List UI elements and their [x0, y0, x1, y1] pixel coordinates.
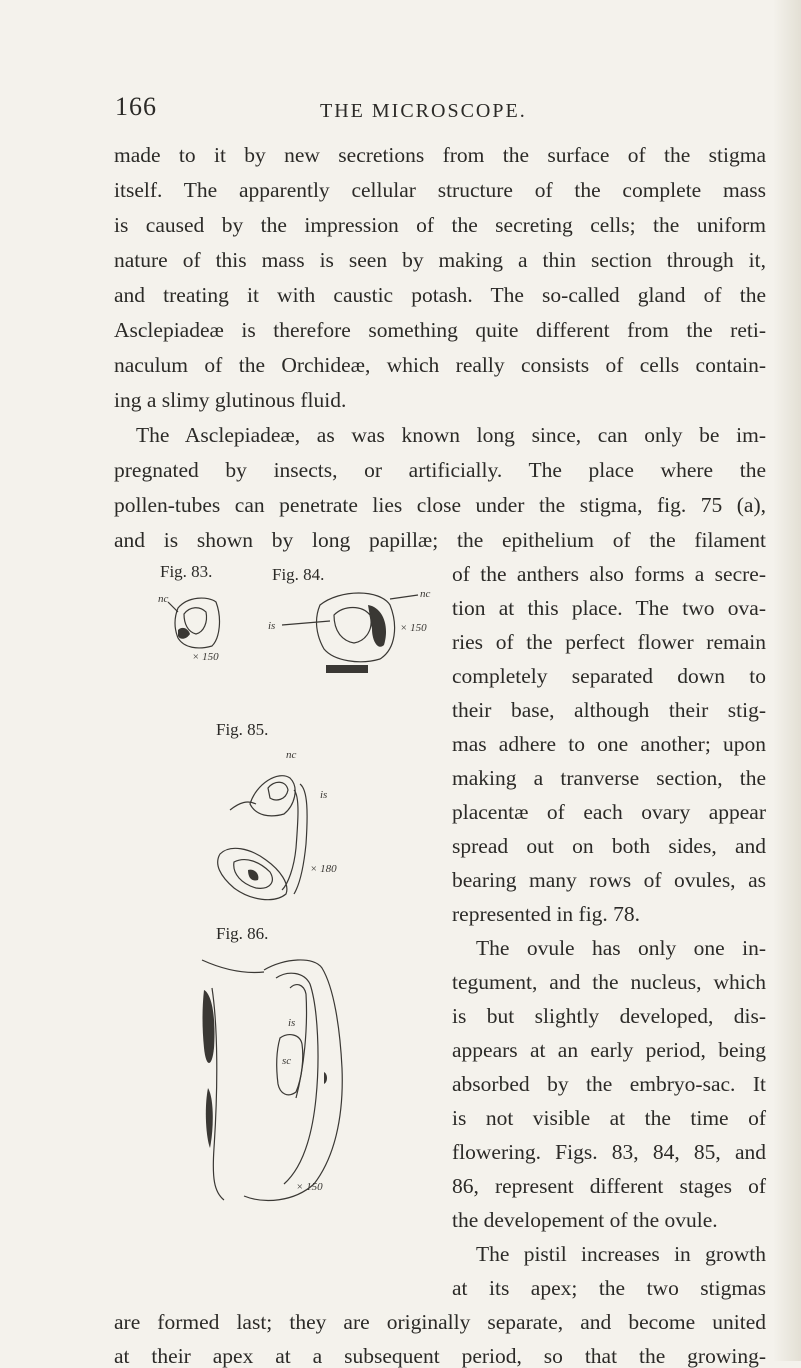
text-line: absorbed by the embryo-sac. It [452, 1072, 766, 1096]
text-line: are formed last; they are originally separate, and become united [114, 1310, 766, 1334]
text-line: The pistil increases in growth [476, 1242, 766, 1266]
text-line: represented in fig. 78. [452, 902, 641, 926]
text-line: made to it by new secretions from the surface of the stigma [114, 143, 766, 167]
text-line: completely separated down to [452, 664, 766, 688]
text-line: and treating it with caustic potash. The so-called gland of the [114, 283, 766, 307]
text-line: pregnated by insects, or artificially. The place where the [114, 458, 766, 482]
figure-83-label: Fig. 83. [160, 562, 213, 581]
figure-84-ovule-drawing [250, 585, 440, 685]
text-line: naculum of the Orchideæ, which really consists of cells contain- [114, 353, 766, 377]
text-line: and is shown by long papillæ; the epithelium of the filament [114, 528, 766, 552]
text-line: the developement of the ovule. [452, 1208, 718, 1232]
figure-83-ovule-drawing [148, 588, 258, 668]
fig83-tag-nc: nc [158, 593, 169, 605]
page-number: 166 [115, 92, 157, 121]
text-line: The Asclepiadeæ, as was known long since, can only be im- [136, 423, 766, 447]
text-line: ing a slimy glutinous fluid. [114, 388, 347, 412]
fig84-tag-scale: × 150 [400, 622, 427, 634]
figure-85-ovule-drawing [190, 744, 400, 914]
figure-86-ovule-drawing [184, 948, 384, 1218]
fig86-tag-sc: sc [282, 1055, 292, 1067]
text-line: is but slightly developed, dis- [452, 1004, 766, 1028]
fig85-tag-is: is [320, 789, 328, 801]
figure-85-label: Fig. 85. [216, 720, 269, 739]
text-line: The ovule has only one in- [476, 936, 766, 960]
text-line: tegument, and the nucleus, which [452, 970, 766, 994]
text-line: itself. The apparently cellular structure of the complete mass [114, 178, 766, 202]
fig86-tag-scale: × 150 [296, 1181, 323, 1193]
fig86-tag-is: is [288, 1017, 296, 1029]
text-line: bearing many rows of ovules, as [452, 868, 766, 892]
text-line: Asclepiadeæ is therefore something quite different from the reti- [114, 318, 766, 342]
text-line: is caused by the impression of the secreting cells; the uniform [114, 213, 766, 237]
text-line: appears at an early period, being [452, 1038, 766, 1062]
text-line: is not visible at the time of [452, 1106, 766, 1130]
fig85-tag-scale: × 180 [310, 863, 337, 875]
text-line: tion at this place. The two ova- [452, 596, 766, 620]
figure-84-label: Fig. 84. [272, 565, 325, 584]
text-line: nature of this mass is seen by making a thin section through it, [114, 248, 766, 272]
fig84-tag-is: is [268, 620, 276, 632]
text-line: flowering. Figs. 83, 84, 85, and [452, 1140, 766, 1164]
text-line: placentæ of each ovary appear [452, 800, 766, 824]
fig85-tag-nc: nc [286, 749, 297, 761]
text-line: pollen-tubes can penetrate lies close under the stigma, fig. 75 (a), [114, 493, 766, 517]
text-line: spread out on both sides, and [452, 834, 766, 858]
fig83-tag-scale: × 150 [192, 651, 219, 663]
text-line: their base, although their stig- [452, 698, 766, 722]
text-line: of the anthers also forms a secre- [452, 562, 766, 586]
figure-86-label: Fig. 86. [216, 924, 269, 943]
text-line: mas adhere to one another; upon [452, 732, 766, 756]
page-edge-shadow [773, 0, 801, 1361]
text-line: making a tranverse section, the [452, 766, 766, 790]
fig84-tag-nc: nc [420, 588, 431, 600]
text-line: 86, represent different stages of [452, 1174, 766, 1198]
running-title: THE MICROSCOPE. [320, 100, 527, 122]
text-line: at its apex; the two stigmas [452, 1276, 766, 1300]
text-line: at their apex at a subsequent period, so that the growing- [114, 1344, 766, 1368]
text-line: ries of the perfect flower remain [452, 630, 766, 654]
